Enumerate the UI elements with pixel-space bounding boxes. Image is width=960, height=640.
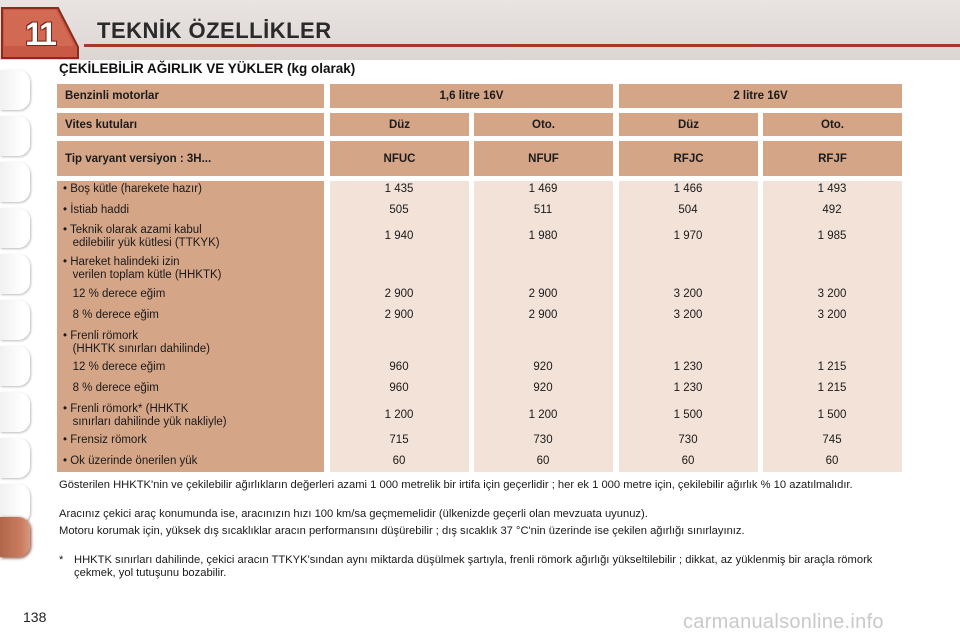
- footnote-mark: *: [59, 554, 64, 566]
- table-cell: 3 200: [673, 288, 703, 300]
- table-cell: 1 200: [384, 409, 414, 421]
- page-number: 138: [23, 609, 47, 625]
- side-tab[interactable]: [0, 116, 30, 156]
- gearbox-header: Düz: [619, 113, 758, 136]
- table-cell: 1 493: [817, 183, 847, 195]
- table-cell: 1 215: [817, 361, 847, 373]
- table-cell: 3 200: [817, 288, 847, 300]
- chapter-number: 11: [25, 16, 55, 52]
- table-cell: 730: [678, 434, 698, 446]
- table-cell: 504: [678, 204, 698, 216]
- table-cell: 1 230: [673, 361, 703, 373]
- table-cell: 60: [536, 455, 550, 467]
- table-cell: 1 200: [528, 409, 558, 421]
- table-cell: 3 200: [817, 309, 847, 321]
- header-rule: [84, 44, 960, 47]
- side-tab[interactable]: [0, 208, 30, 248]
- table-cell: 1 230: [673, 382, 703, 394]
- table-cell: 2 900: [384, 288, 414, 300]
- table-cell: 920: [533, 361, 553, 373]
- table-cell: 745: [822, 434, 842, 446]
- side-tab[interactable]: [0, 438, 30, 478]
- row-label: • Frenli römork* (HHKTK sınırları dahilinde yük nakliyle): [63, 403, 227, 428]
- table-cell: 60: [392, 455, 406, 467]
- table-cell: 60: [681, 455, 695, 467]
- table-value-column: [474, 181, 613, 472]
- chapter-badge: [0, 6, 80, 60]
- version-header: RFJF: [763, 141, 902, 176]
- table-cell: 2 900: [528, 309, 558, 321]
- gearbox-header: Oto.: [474, 113, 613, 136]
- row-label: 12 % derece eğim: [63, 361, 166, 373]
- row-label: • Frensiz römork: [63, 434, 147, 446]
- table-value-column: [763, 181, 902, 472]
- table-cell: 730: [533, 434, 553, 446]
- table-value-column: [330, 181, 469, 472]
- row-label: • Ok üzerinde önerilen yük: [63, 455, 198, 467]
- version-label-cell: Tip varyant versiyon : 3H...: [57, 141, 324, 176]
- engine-label-cell: Benzinli motorlar: [57, 84, 324, 108]
- table-cell: 1 500: [817, 409, 847, 421]
- side-tab[interactable]: [0, 346, 30, 386]
- table-cell: 1 980: [528, 230, 558, 242]
- table-cell: 920: [533, 382, 553, 394]
- row-label: 8 % derece eğim: [63, 309, 159, 321]
- row-label: • Teknik olarak azami kabul edilebilir yük kütlesi (TTKYK): [63, 224, 220, 249]
- table-cell: 3 200: [673, 309, 703, 321]
- table-cell: 1 940: [384, 230, 414, 242]
- table-cell: 1 215: [817, 382, 847, 394]
- section-title: ÇEKİLEBİLİR AĞIRLIK VE YÜKLER (kg olarak): [59, 61, 356, 76]
- table-cell: 1 985: [817, 230, 847, 242]
- table-cell: 960: [389, 361, 409, 373]
- side-tab[interactable]: [0, 300, 30, 340]
- note-temperature: Motoru korumak için, yüksek dış sıcaklıklar aracın performansını düşürebilir ; dış sıcaklık 37 °C'nin üzerinde ise çekilen ağırlığı sınırlayınız.: [59, 525, 745, 537]
- row-label: • Boş kütle (harekete hazır): [63, 183, 202, 195]
- table-cell: 960: [389, 382, 409, 394]
- gearbox-header: Oto.: [763, 113, 902, 136]
- footnote-text: HHKTK sınırları dahilinde, çekici aracın TTKYK'sından aynı miktarda düşülmek şartıyla, frenli römork ağırlığı yükseltilebilir ; dikkat, az yüklenmiş bir araçla römork çekmek, yol tutuşunu bozabilir.: [74, 554, 873, 579]
- watermark: carmanualsonline.info: [683, 611, 884, 633]
- table-cell: 715: [389, 434, 409, 446]
- table-cell: 2 900: [384, 309, 414, 321]
- side-tab[interactable]: [0, 162, 30, 202]
- engine-header: 2 litre 16V: [619, 84, 902, 108]
- chapter-side-tabs: [0, 62, 36, 562]
- row-label: • Frenli römork (HHKTK sınırları dahilinde): [63, 330, 210, 355]
- row-label: • İstiab haddi: [63, 204, 130, 216]
- table-cell: 1 500: [673, 409, 703, 421]
- table-cell: 1 466: [673, 183, 703, 195]
- gearbox-header: Düz: [330, 113, 469, 136]
- side-tab[interactable]: [0, 254, 30, 294]
- side-tab-active[interactable]: [0, 517, 30, 557]
- table-cell: 505: [389, 204, 409, 216]
- engine-header: 1,6 litre 16V: [330, 84, 613, 108]
- table-cell: 2 900: [528, 288, 558, 300]
- table-cell: 1 970: [673, 230, 703, 242]
- side-tab[interactable]: [0, 70, 30, 110]
- table-cell: 492: [822, 204, 842, 216]
- version-header: NFUC: [330, 141, 469, 176]
- table-value-column: [619, 181, 758, 472]
- version-header: NFUF: [474, 141, 613, 176]
- table-cell: 1 435: [384, 183, 414, 195]
- side-tab[interactable]: [0, 392, 30, 432]
- chapter-title: TEKNİK ÖZELLİKLER: [97, 18, 332, 43]
- table-cell: 1 469: [528, 183, 558, 195]
- table-cell: 60: [825, 455, 839, 467]
- row-label: 8 % derece eğim: [63, 382, 159, 394]
- note-speed: Aracınız çekici araç konumunda ise, aracınızın hızı 100 km/sa geçmemelidir (ülkenizde geçerli olan mevzuata uyunuz).: [59, 508, 648, 520]
- table-cell: 511: [533, 204, 553, 216]
- gearbox-label-cell: Vites kutuları: [57, 113, 324, 136]
- version-header: RFJC: [619, 141, 758, 176]
- row-label: 12 % derece eğim: [63, 288, 166, 300]
- row-label: • Hareket halindeki izin verilen toplam kütle (HHKTK): [63, 256, 222, 281]
- note-altitude: Gösterilen HHKTK'nin ve çekilebilir ağırlıkların değerleri azami 1 000 metrelik bir irtifa için geçerlidir ; her ek 1 000 metre için, çekilebilir ağırlık % 10 azatılmalıdır.: [59, 479, 853, 491]
